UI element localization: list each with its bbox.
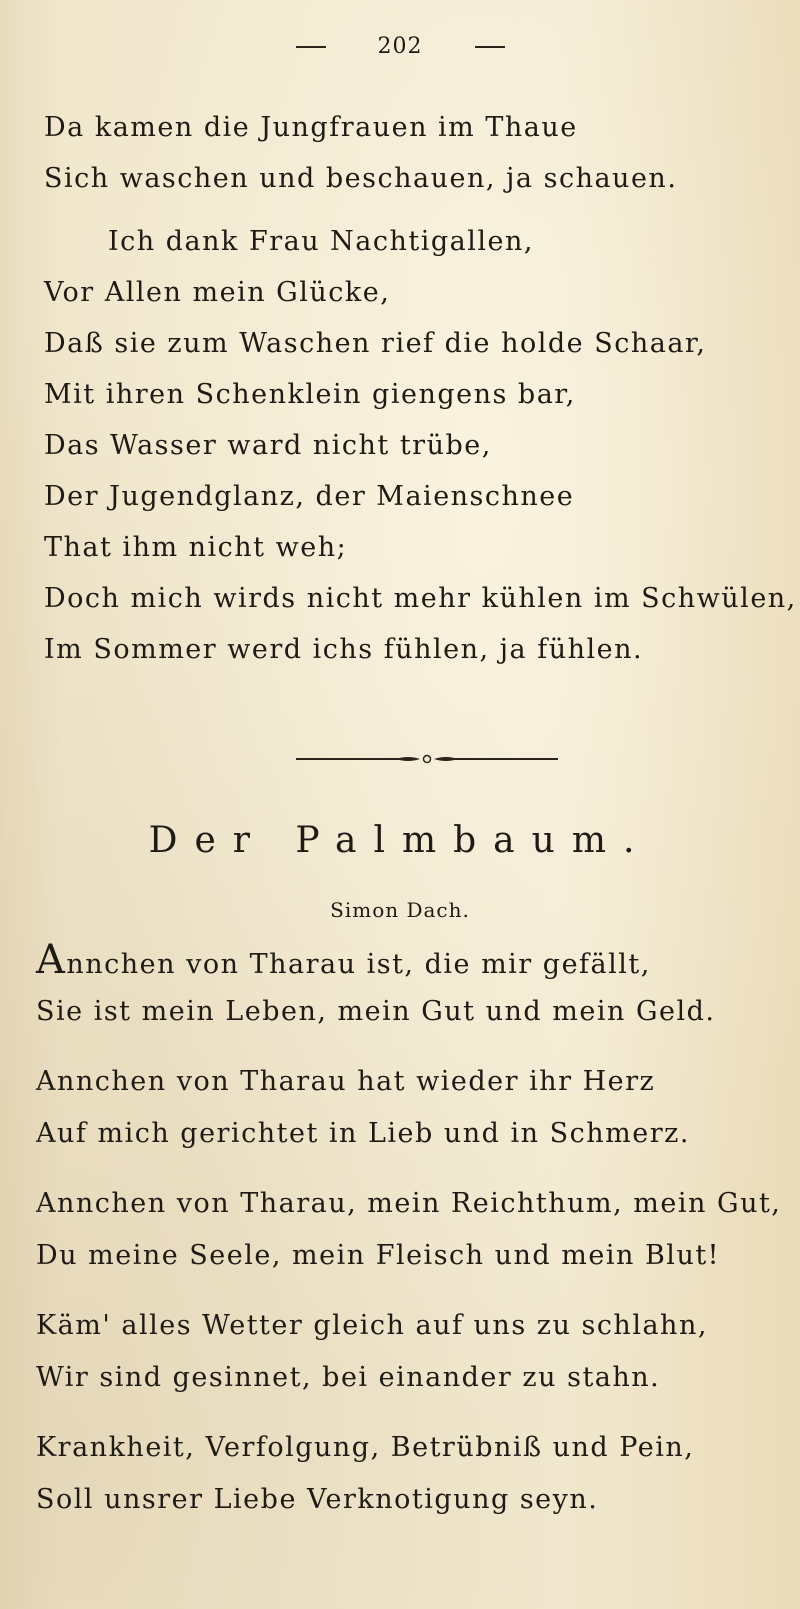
verse-line: Käm' alles Wetter gleich auf uns zu schlahn, xyxy=(36,1310,708,1341)
page-header xyxy=(0,34,800,59)
verse-line: Krankheit, Verfolgung, Betrübniß und Pein, xyxy=(36,1432,695,1463)
stanza xyxy=(36,1300,760,1404)
stanza-gap xyxy=(44,204,760,216)
verse-line: Wir sind gesinnet, bei einander zu stahn. xyxy=(36,1362,661,1393)
verse-line: Sich waschen und beschauen, ja schauen. xyxy=(44,163,678,194)
poem-continuation xyxy=(44,102,797,675)
poem-palmbaum xyxy=(36,934,782,1544)
poem-title: Der Palmbaum. xyxy=(148,820,652,861)
verse-line: Doch mich wirds nicht mehr kühlen im Schwülen, xyxy=(44,583,797,614)
verse-line: Annchen von Tharau, mein Reichthum, mein Gut, xyxy=(36,1188,782,1219)
verse-line: Daß sie zum Waschen rief die holde Schaar, xyxy=(44,328,707,359)
verse-line: Ich dank Frau Nachtigallen, xyxy=(108,226,535,257)
ornamental-divider xyxy=(296,754,558,764)
verse-line: Du meine Seele, mein Fleisch und mein Blut! xyxy=(36,1240,721,1271)
stanza xyxy=(36,934,760,1038)
verse-line: Im Sommer werd ichs fühlen, ja fühlen. xyxy=(44,634,644,665)
first-line-rest: nnchen von Tharau ist, die mir gefällt, xyxy=(66,949,651,980)
verse-line: Der Jugendglanz, der Maienschnee xyxy=(44,481,575,512)
page-number: 202 xyxy=(377,34,423,59)
verse-line: Sie ist mein Leben, mein Gut und mein Geld. xyxy=(36,996,716,1027)
verse-line: That ihm nicht weh; xyxy=(44,532,348,563)
stanza xyxy=(36,1422,760,1526)
header-dash-left xyxy=(296,46,326,48)
verse-line: Annchen von Tharau hat wieder ihr Herz xyxy=(36,1066,656,1097)
verse-line: Da kamen die Jungfrauen im Thaue xyxy=(44,112,578,143)
poem-author: Simon Dach. xyxy=(330,898,470,922)
stanza xyxy=(36,1056,760,1160)
verse-line: Auf mich gerichtet in Lieb und in Schmerz. xyxy=(36,1118,690,1149)
verse-line xyxy=(36,934,760,986)
stanza xyxy=(36,1178,782,1282)
verse-line: Vor Allen mein Glücke, xyxy=(44,277,391,308)
drop-capital: A xyxy=(36,937,67,983)
verse-line: Das Wasser ward nicht trübe, xyxy=(44,430,492,461)
verse-line: Soll unsrer Liebe Verknotigung seyn. xyxy=(36,1484,599,1515)
verse-line: Mit ihren Schenklein giengens bar, xyxy=(44,379,576,410)
header-dash-right xyxy=(475,46,505,48)
